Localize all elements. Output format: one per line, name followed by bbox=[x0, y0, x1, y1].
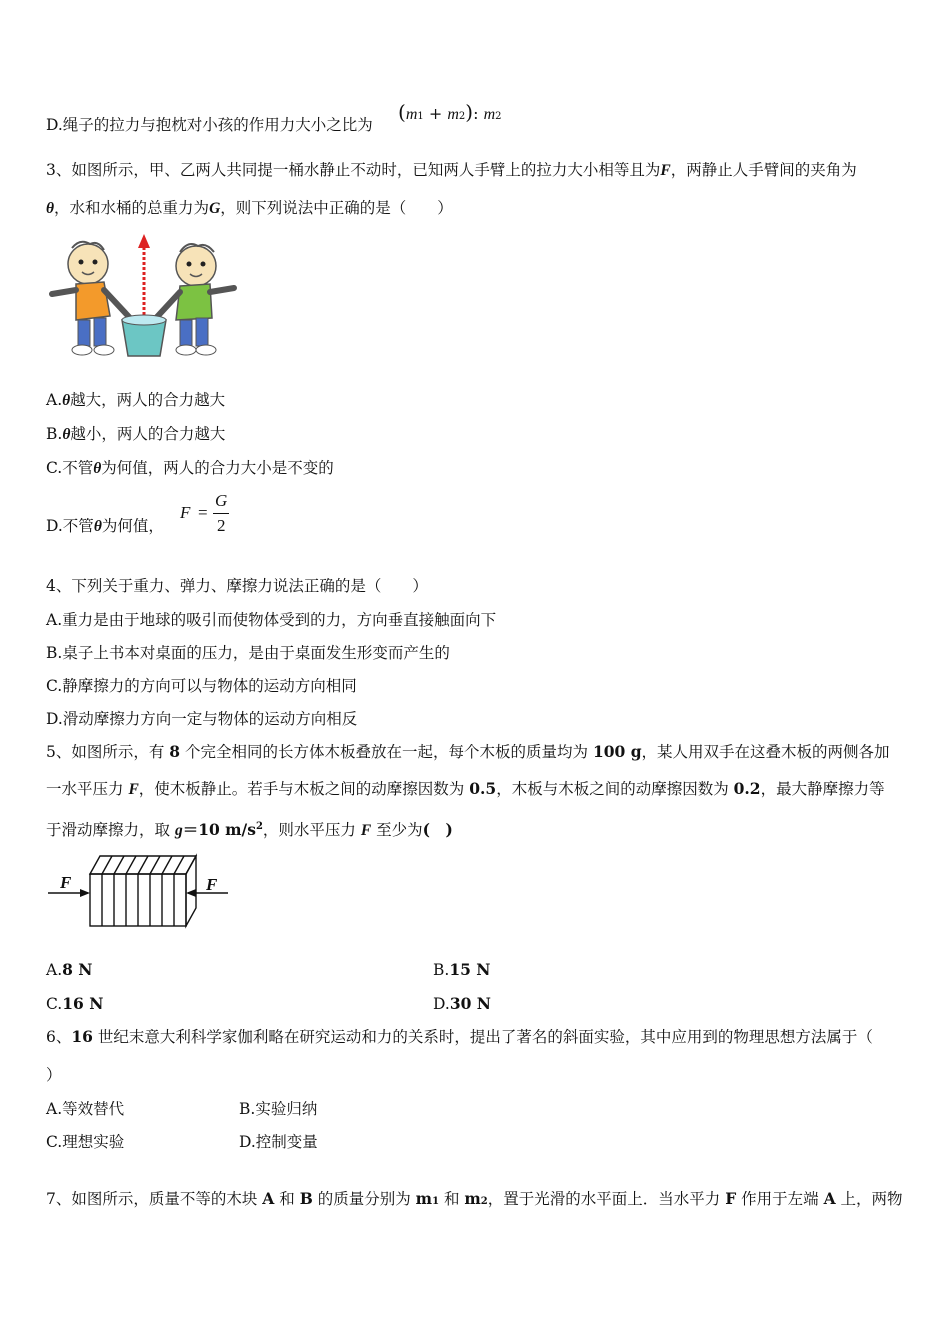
option-text: 越大，两人的合力越大 bbox=[70, 391, 226, 409]
formula-plus: + bbox=[428, 104, 443, 123]
option-label: B. bbox=[46, 425, 63, 443]
q7-F: F bbox=[725, 1189, 737, 1208]
option-label: B. bbox=[433, 961, 450, 979]
option-label: D. bbox=[433, 995, 450, 1013]
two-kids-bucket-illustration bbox=[46, 232, 242, 360]
q2-ratio-formula bbox=[398, 101, 502, 128]
q4-stem: 4、下列关于重力、弹力、摩擦力说法正确的是（ ） bbox=[46, 577, 428, 595]
q7-B: B bbox=[299, 1189, 313, 1208]
option-label: C.不管 bbox=[46, 459, 94, 477]
q5-text: ，则水平压力 bbox=[262, 821, 361, 840]
q7-text: 上，两物 bbox=[835, 1190, 903, 1208]
q3-option-d bbox=[46, 515, 164, 538]
q6-option-a: A.等效替代 bbox=[46, 1100, 125, 1118]
q5-mass: 100 g bbox=[592, 742, 642, 761]
q5-F: F bbox=[360, 822, 372, 840]
q6-option-d: D.控制变量 bbox=[239, 1133, 318, 1151]
q5-text: 至少为 bbox=[371, 821, 423, 840]
q5-g: g bbox=[174, 822, 183, 840]
fraction-denominator: 2 bbox=[217, 516, 226, 535]
formula-m2: m bbox=[447, 106, 459, 123]
option-text: 越小，两人的合力越大 bbox=[70, 425, 226, 443]
q7-m1: m bbox=[415, 1189, 433, 1208]
q7-text: 7、如图所示，质量不等的木块 bbox=[46, 1190, 263, 1208]
q5-stem-line3 bbox=[46, 816, 453, 842]
paren-left: ( bbox=[398, 100, 406, 124]
q5-g-value: ＝10 m/s bbox=[182, 820, 256, 840]
q5-option-b bbox=[433, 959, 490, 981]
q3-stem-text: 3、如图所示，甲、乙两人共同提一桶水静止不动时，已知两人手臂上的拉力大小相等且为 bbox=[46, 161, 661, 179]
theta-symbol: θ bbox=[93, 460, 102, 477]
q5-superscript: 2 bbox=[255, 821, 263, 832]
q5-option-d bbox=[433, 993, 491, 1015]
q3-stem-text: ，水和水桶的总重力为 bbox=[54, 199, 210, 217]
q4-option-b: B.桌子上书本对桌面的压力，是由于桌面发生形变而产生的 bbox=[46, 644, 450, 662]
formula-m1: m bbox=[405, 106, 418, 123]
q5-text: ，最大静摩擦力等 bbox=[760, 780, 885, 798]
theta-symbol: θ bbox=[62, 426, 71, 443]
q3-option-b bbox=[46, 423, 225, 446]
q5-option-a bbox=[46, 959, 92, 981]
q7-text: 的质量分别为 bbox=[312, 1190, 416, 1208]
q5-figure-left-F: F bbox=[60, 873, 72, 892]
q5-text: 5、如图所示，有 bbox=[46, 743, 170, 761]
option-value: 30 N bbox=[449, 994, 491, 1013]
fraction-numerator: G bbox=[215, 491, 228, 510]
option-label: D.不管 bbox=[46, 517, 94, 535]
q5-figure-right-F: F bbox=[206, 875, 218, 894]
q5-text: ，使木板静止。若手与木板之间的动摩擦因数为 bbox=[138, 780, 470, 798]
q5-text: 个完全相同的长方体木板叠放在一起，每个木板的质量均为 bbox=[180, 743, 593, 761]
q3-stem-text: ，两静止人手臂间的夹角为 bbox=[670, 161, 857, 179]
q7-stem bbox=[46, 1188, 903, 1213]
q3-stem-G: G bbox=[209, 200, 221, 217]
option-label: C. bbox=[46, 995, 63, 1013]
q5-text: ，木板与木板之间的动摩擦因数为 bbox=[496, 780, 734, 798]
q3-stem-theta: θ bbox=[46, 200, 55, 217]
q6-option-c: C.理想实验 bbox=[46, 1133, 125, 1151]
q5-count: 8 bbox=[169, 742, 181, 761]
q3-stem-F: F bbox=[660, 162, 671, 179]
option-label: A. bbox=[46, 391, 63, 409]
q5-answer-paren: ( ) bbox=[422, 820, 453, 840]
q5-text: 于滑动摩擦力，取 bbox=[46, 821, 175, 840]
formula-sub2: 2 bbox=[458, 111, 466, 122]
option-text: 为何值，两人的合力大小是不变的 bbox=[101, 459, 334, 477]
paren-right: ) bbox=[465, 100, 474, 124]
option-label: A. bbox=[46, 961, 63, 979]
formula-colon: : bbox=[473, 104, 479, 123]
formula-sub3: 2 bbox=[495, 111, 502, 122]
q4-option-d: D.滑动摩擦力方向一定与物体的运动方向相反 bbox=[46, 710, 358, 728]
q6-option-b: B.实验归纳 bbox=[239, 1100, 318, 1118]
q2-option-d bbox=[46, 114, 373, 136]
q5-F: F bbox=[128, 781, 139, 798]
option-text: 为何值， bbox=[101, 517, 164, 535]
q7-text: 作用于左端 bbox=[736, 1190, 824, 1208]
q5-mu2: 0.2 bbox=[733, 779, 761, 798]
q7-sub1: 1 bbox=[432, 1196, 440, 1207]
theta-symbol: θ bbox=[93, 518, 102, 535]
q3-stem-line1 bbox=[46, 159, 857, 182]
q4-option-a: A.重力是由于地球的吸引而使物体受到的力，方向垂直接触面向下 bbox=[46, 611, 497, 629]
q3-option-d-fraction bbox=[180, 491, 240, 539]
formula-sub1: 1 bbox=[417, 111, 424, 122]
q7-m2: m bbox=[464, 1189, 481, 1208]
q7-A: A bbox=[262, 1189, 275, 1208]
fraction-bar bbox=[213, 513, 229, 514]
q6-century: 16 bbox=[71, 1027, 93, 1046]
q7-text: 和 bbox=[274, 1190, 300, 1208]
q3-option-c bbox=[46, 457, 334, 480]
q3-stem-line2 bbox=[46, 197, 453, 220]
option-value: 16 N bbox=[62, 994, 104, 1013]
q5-option-c bbox=[46, 993, 103, 1015]
q7-A: A bbox=[823, 1189, 836, 1208]
q4-option-c: C.静摩擦力的方向可以与物体的运动方向相同 bbox=[46, 677, 357, 695]
q5-text: ，某人用双手在这叠木板的两侧各加 bbox=[641, 743, 890, 761]
formula-m3: m bbox=[483, 106, 496, 123]
theta-symbol: θ bbox=[62, 392, 71, 409]
option-value: 15 N bbox=[449, 960, 491, 979]
option-value: 8 N bbox=[62, 960, 93, 979]
q5-text: 一水平压力 bbox=[46, 780, 129, 798]
q6-stem-line2: ） bbox=[46, 1066, 62, 1084]
q3-option-a bbox=[46, 389, 225, 412]
q7-sub2: 2 bbox=[480, 1196, 488, 1207]
q6-text: 6、 bbox=[46, 1028, 72, 1046]
fraction-F: F bbox=[180, 503, 191, 522]
q5-mu1: 0.5 bbox=[469, 779, 497, 798]
fraction-eq: = bbox=[198, 503, 208, 522]
q5-stem-line1 bbox=[46, 741, 890, 763]
q7-text: 和 bbox=[439, 1190, 465, 1208]
q2-option-d-text: D.绳子的拉力与抱枕对小孩的作用力大小之比为 bbox=[46, 116, 373, 134]
q3-stem-text: ，则下列说法中正确的是（ ） bbox=[220, 199, 453, 217]
q7-text: ，置于光滑的水平面上．当水平力 bbox=[487, 1190, 726, 1208]
q6-stem-line1 bbox=[46, 1026, 873, 1048]
q6-text: 世纪末意大利科学家伽利略在研究运动和力的关系时，提出了著名的斜面实验，其中应用到的物理思想方法属于（ bbox=[92, 1028, 873, 1046]
q5-stem-line2 bbox=[46, 778, 885, 801]
